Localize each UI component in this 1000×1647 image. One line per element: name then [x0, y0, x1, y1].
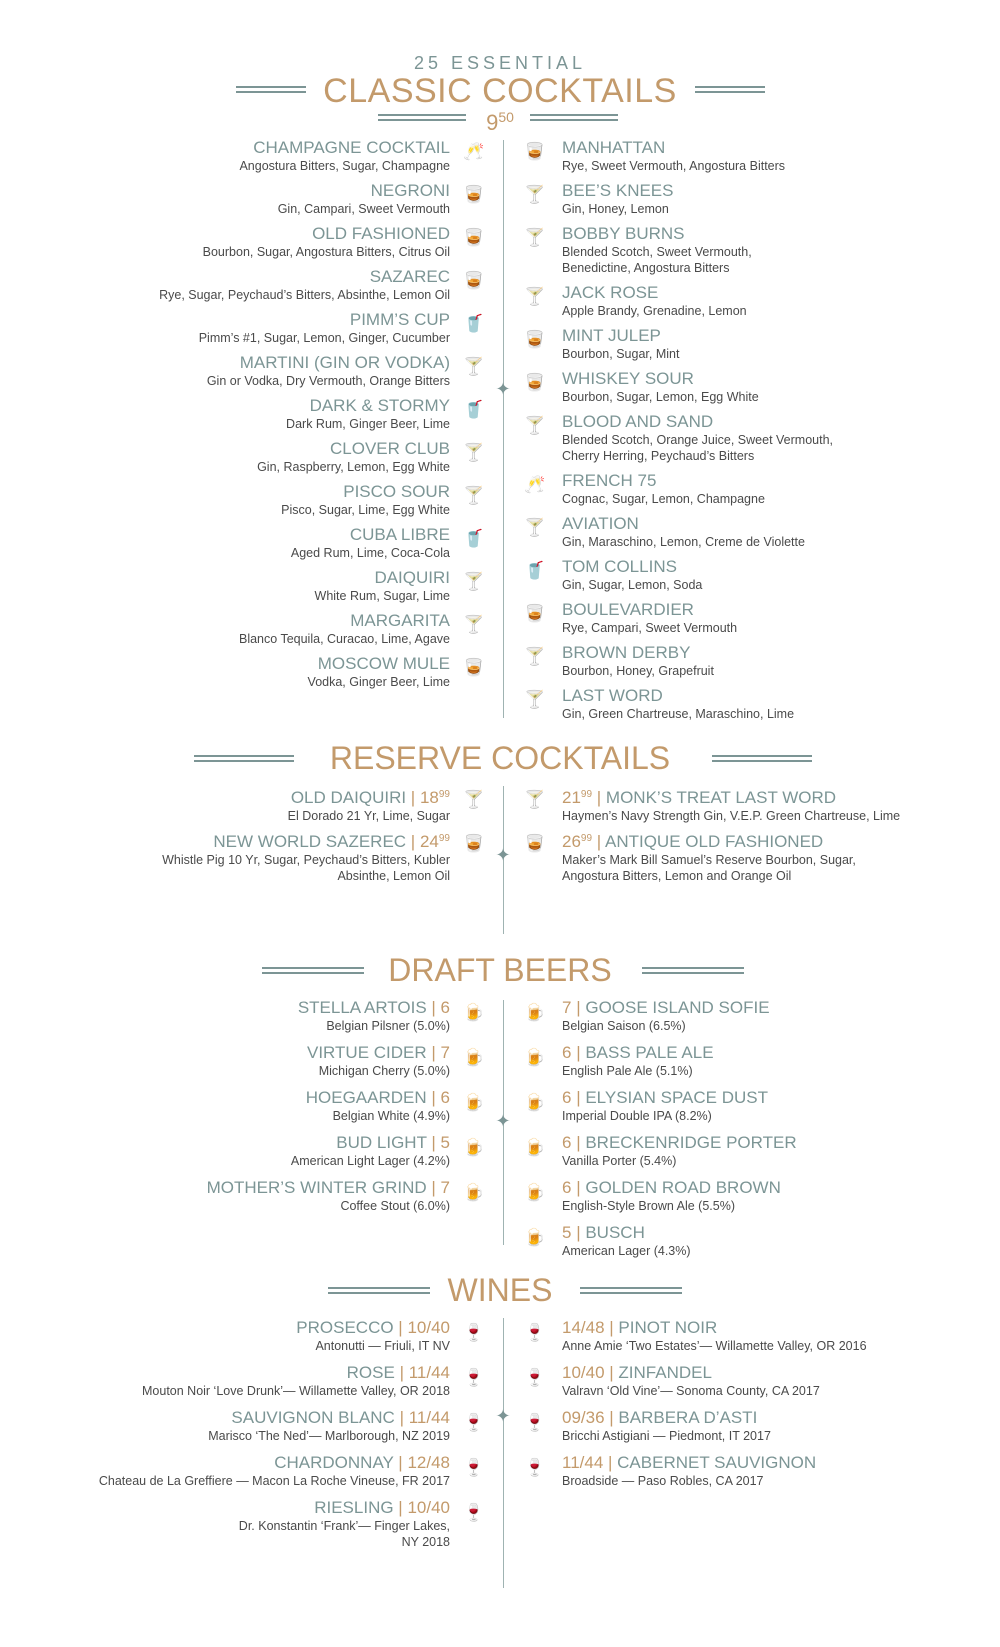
wine-name: ROSE [346, 1363, 395, 1382]
drink-name: MARTINI (GIN OR VODKA) [239, 353, 450, 372]
drink-desc: Gin, Honey, Lemon [562, 202, 669, 216]
wine-desc: Antonutti — Friuli, IT NV [315, 1339, 450, 1353]
list-item [0, 1363, 450, 1399]
beer-price: 7 [440, 1178, 450, 1197]
drink-name: DAIQUIRI [374, 568, 450, 587]
drink-desc: Gin, Raspberry, Lemon, Egg White [257, 460, 450, 474]
drink-name: OLD DAIQUIRI [290, 788, 407, 807]
list-item [0, 611, 450, 647]
beer-price: 6 [562, 1178, 572, 1197]
drink-name: FRENCH 75 [562, 471, 657, 490]
list-item [562, 181, 982, 217]
mug-icon: 🥃 [463, 658, 485, 677]
page-title: CLASSIC COCKTAILS [323, 72, 677, 110]
drink-desc: Bourbon, Sugar, Mint [562, 347, 680, 361]
wines-title: WINES [447, 1272, 553, 1308]
pint-glass-icon: 🍺 [463, 1093, 485, 1112]
drink-desc: Blended Scotch, Sweet Vermouth, [562, 245, 752, 259]
drink-name: PIMM’S CUP [349, 310, 450, 329]
price-separator: | [571, 1223, 586, 1242]
price-separator: | [406, 832, 420, 851]
wine-name: PINOT NOIR [618, 1318, 718, 1337]
list-item [0, 1088, 450, 1124]
beer-price: 6 [562, 1133, 572, 1152]
drink-desc: Absinthe, Lemon Oil [337, 869, 450, 883]
drink-desc: Gin, Green Chartreuse, Maraschino, Lime [562, 707, 795, 721]
drink-name: AVIATION [562, 514, 639, 533]
list-item [562, 829, 992, 884]
drink-name: MANHATTAN [562, 138, 666, 157]
beer-desc: American Light Lager (4.2%) [290, 1154, 450, 1168]
beer-name: BRECKENRIDGE PORTER [585, 1133, 797, 1152]
coupe-icon: 🍸 [524, 518, 546, 537]
classic-price [0, 109, 1000, 136]
beer-name: GOLDEN ROAD BROWN [585, 1178, 781, 1197]
price-dollars: 21 [562, 788, 581, 807]
wine-glass-icon: 🍷 [463, 1458, 485, 1477]
price-separator: | [426, 998, 441, 1017]
drink-name: MARGARITA [350, 611, 450, 630]
list-item [562, 1453, 982, 1489]
price-separator: | [394, 1363, 409, 1382]
pint-glass-icon: 🍺 [463, 1003, 485, 1022]
beer-name: BUD LIGHT [336, 1133, 427, 1152]
price-separator: | [393, 1453, 408, 1472]
flute-icon: 🥂 [524, 475, 546, 494]
drink-desc: Cognac, Sugar, Lemon, Champagne [562, 492, 765, 506]
beer-desc: Belgian White (4.9%) [332, 1109, 450, 1123]
drink-name: OLD FASHIONED [312, 224, 450, 243]
drink-name: WHISKEY SOUR [562, 369, 694, 388]
martini-glass-icon: 🍸 [463, 615, 485, 634]
drink-desc: Aged Rum, Lime, Coca-Cola [290, 546, 450, 560]
list-item [0, 439, 450, 475]
beer-price: 6 [440, 998, 450, 1017]
drink-name: BLOOD AND SAND [562, 412, 714, 431]
beer-name: BASS PALE ALE [585, 1043, 714, 1062]
header-rule-under-right [530, 114, 618, 121]
price-separator: | [592, 788, 606, 807]
price-separator: | [394, 1408, 409, 1427]
wine-desc: Broadside — Paso Robles, CA 2017 [562, 1474, 764, 1488]
list-item [0, 353, 450, 389]
pint-glass-icon: 🍺 [524, 1003, 546, 1022]
wine-name: CABERNET SAUVIGNON [617, 1453, 817, 1472]
coupe-icon: 🍸 [524, 790, 546, 809]
price-cents: 99 [438, 833, 450, 844]
drink-desc: Maker’s Mark Bill Samuel’s Reserve Bourbon, Sugar, [562, 853, 856, 867]
header-rule-right [695, 86, 765, 93]
wines-rule-right [580, 1287, 682, 1294]
drink-name: BEE’S KNEES [562, 181, 674, 200]
drink-name: NEW WORLD SAZEREC [213, 832, 407, 851]
list-item [562, 1408, 982, 1444]
wine-name: ZINFANDEL [618, 1363, 712, 1382]
drink-desc: White Rum, Sugar, Lime [314, 589, 450, 603]
list-item [0, 654, 450, 690]
pint-glass-icon: 🍺 [463, 1138, 485, 1157]
beer-desc: Belgian Saison (6.5%) [562, 1019, 686, 1033]
list-item [562, 686, 982, 722]
wine-price: 10/40 [407, 1498, 450, 1517]
beer-price: 5 [562, 1223, 572, 1242]
reserve-rule-left [194, 755, 294, 762]
list-item [0, 1498, 450, 1550]
drink-name: MINT JULEP [562, 326, 661, 345]
wine-glass-icon: 🍷 [463, 1323, 485, 1342]
collins-glass-icon: 🥤 [463, 400, 485, 419]
drink-name: MOSCOW MULE [317, 654, 450, 673]
list-item [0, 482, 450, 518]
price-separator: | [426, 1088, 441, 1107]
wine-price: 12/48 [407, 1453, 450, 1472]
rocks-glass-icon: 🥃 [463, 834, 485, 853]
beer-price: 6 [562, 1043, 572, 1062]
julep-cup-icon: 🥃 [524, 330, 546, 349]
wine-glass-icon: 🍷 [463, 1368, 485, 1387]
pint-glass-icon: 🍺 [524, 1093, 546, 1112]
price-cents: 99 [580, 833, 593, 844]
martini-glass-icon: 🍸 [463, 790, 485, 809]
drink-name: BOBBY BURNS [562, 224, 685, 243]
wine-glass-icon: 🍷 [463, 1503, 485, 1522]
pint-glass-icon: 🍺 [463, 1183, 485, 1202]
wine-desc: Chateau de La Greffiere — Macon La Roche Vineuse, FR 2017 [98, 1474, 450, 1488]
price-separator: | [393, 1318, 408, 1337]
list-item [562, 514, 982, 550]
beer-desc: Vanilla Porter (5.4%) [562, 1154, 677, 1168]
beer-desc: Belgian Pilsner (5.0%) [326, 1019, 450, 1033]
list-item [0, 138, 450, 174]
price-cents: 99 [580, 789, 593, 800]
price-separator: | [571, 998, 586, 1017]
beer-name: MOTHER’S WINTER GRIND [206, 1178, 427, 1197]
wine-desc: Bricchi Astigiani — Piedmont, IT 2017 [562, 1429, 771, 1443]
list-item [0, 568, 450, 604]
beer-name: ELYSIAN SPACE DUST [585, 1088, 768, 1107]
martini-glass-icon: 🍸 [463, 357, 485, 376]
price-dollars: 9 [486, 110, 499, 135]
coupe-icon: 🍸 [524, 690, 546, 709]
drink-desc: Angostura Bitters, Lemon and Orange Oil [562, 869, 792, 883]
wine-desc: Marisco ‘The Ned’— Marlborough, NZ 2019 [208, 1429, 450, 1443]
list-item [562, 369, 982, 405]
price-dollars: 18 [419, 788, 439, 807]
list-item [562, 471, 982, 507]
wine-price: 11/44 [408, 1408, 450, 1427]
flute-icon: 🥂 [463, 142, 485, 161]
coupe-icon: 🍸 [524, 416, 546, 435]
rocks-glass-icon: 🥃 [524, 604, 546, 623]
price-separator: | [604, 1363, 619, 1382]
list-item [562, 1223, 982, 1259]
beer-price: 7 [440, 1043, 450, 1062]
reserve-title: RESERVE COCKTAILS [329, 740, 671, 776]
drink-desc: Pimm’s #1, Sugar, Lemon, Ginger, Cucumber [198, 331, 450, 345]
pint-glass-icon: 🍺 [524, 1183, 546, 1202]
drink-desc: Blended Scotch, Orange Juice, Sweet Vermouth, [562, 433, 833, 447]
rocks-glass-icon: 🥃 [524, 834, 546, 853]
wine-glass-icon: 🍷 [524, 1413, 546, 1432]
drink-desc: Benedictine, Angostura Bitters [562, 261, 730, 275]
star-ornament: ✦ [495, 845, 511, 865]
beer-desc: Imperial Double IPA (8.2%) [562, 1109, 712, 1123]
beer-price: 6 [440, 1088, 450, 1107]
beer-desc: English Pale Ale (5.1%) [562, 1064, 693, 1078]
wine-price: 14/48 [562, 1318, 605, 1337]
list-item [562, 1178, 982, 1214]
drink-desc: Bourbon, Sugar, Angostura Bitters, Citrus Oil [202, 245, 450, 259]
list-item [0, 998, 450, 1034]
wine-price: 11/44 [562, 1453, 604, 1472]
list-item [562, 412, 982, 464]
drink-desc: Gin, Maraschino, Lemon, Creme de Violette [562, 535, 805, 549]
coupe-icon: 🍸 [524, 287, 546, 306]
highball-icon: 🥤 [463, 314, 485, 333]
wine-name: PROSECCO [296, 1318, 394, 1337]
list-item [562, 138, 982, 174]
wine-desc: NY 2018 [401, 1535, 450, 1549]
price-cents: 50 [498, 109, 514, 125]
drink-name: NEGRONI [370, 181, 450, 200]
drink-name: CUBA LIBRE [349, 525, 450, 544]
price-separator: | [571, 1088, 586, 1107]
header-rule-left [236, 86, 306, 93]
price-separator: | [571, 1043, 586, 1062]
list-item [0, 1133, 450, 1169]
price-separator: | [426, 1178, 441, 1197]
list-item [0, 1408, 450, 1444]
list-item [0, 181, 450, 217]
wine-desc: Valravn ‘Old Vine’— Sonoma County, CA 2017 [562, 1384, 820, 1398]
list-item [562, 283, 982, 319]
drink-name: BROWN DERBY [562, 643, 691, 662]
list-item [0, 1043, 450, 1079]
wine-name: BARBERA D’ASTI [618, 1408, 758, 1427]
price-dollars: 26 [562, 832, 581, 851]
list-item [0, 267, 450, 303]
wine-desc: Dr. Konstantin ‘Frank’— Finger Lakes, [238, 1519, 450, 1533]
wine-glass-icon: 🍷 [463, 1413, 485, 1432]
list-item [0, 525, 450, 561]
beer-desc: Michigan Cherry (5.0%) [318, 1064, 450, 1078]
beers-rule-left [262, 967, 364, 974]
coupe-icon: 🍸 [524, 185, 546, 204]
martini-glass-icon: 🍸 [463, 572, 485, 591]
wine-divider [503, 1318, 504, 1588]
wine-price: 10/40 [562, 1363, 605, 1382]
drink-name: CLOVER CLUB [330, 439, 450, 458]
wine-glass-icon: 🍷 [524, 1368, 546, 1387]
drink-desc: Angostura Bitters, Sugar, Champagne [239, 159, 450, 173]
drink-desc: El Dorado 21 Yr, Lime, Sugar [287, 809, 450, 823]
list-item [562, 224, 982, 276]
coupe-icon: 🍸 [463, 443, 485, 462]
drink-desc: Rye, Campari, Sweet Vermouth [562, 621, 738, 635]
list-item [0, 829, 450, 884]
rocks-glass-icon: 🥃 [524, 373, 546, 392]
drink-desc: Blanco Tequila, Curacao, Lime, Agave [238, 632, 450, 646]
list-item [562, 1363, 982, 1399]
drink-desc: Vodka, Ginger Beer, Lime [307, 675, 450, 689]
drink-desc: Gin, Campari, Sweet Vermouth [277, 202, 450, 216]
wine-desc: Anne Amie ‘Two Estates’— Willamette Valley, OR 2016 [562, 1339, 867, 1353]
drink-name: JACK ROSE [562, 283, 659, 302]
list-item [562, 1043, 982, 1079]
pint-glass-icon: 🍺 [463, 1048, 485, 1067]
list-item [562, 998, 982, 1034]
price-dollars: 24 [419, 832, 439, 851]
wine-name: RIESLING [314, 1498, 394, 1517]
beer-price: 5 [440, 1133, 450, 1152]
price-cents: 99 [438, 789, 450, 800]
reserve-rule-right [712, 755, 812, 762]
star-ornament: ✦ [495, 379, 511, 399]
drink-desc: Whistle Pig 10 Yr, Sugar, Peychaud’s Bitters, Kubler [162, 853, 450, 867]
list-item [562, 557, 982, 593]
drink-name: MONK’S TREAT LAST WORD [605, 788, 837, 807]
collins-glass-icon: 🥤 [524, 561, 546, 580]
coupe-icon: 🍸 [463, 486, 485, 505]
rocks-glass-icon: 🥃 [524, 142, 546, 161]
price-separator: | [426, 1133, 441, 1152]
drink-name: LAST WORD [562, 686, 663, 705]
wine-glass-icon: 🍷 [524, 1458, 546, 1477]
drink-name: ANTIQUE OLD FASHIONED [604, 832, 824, 851]
coupe-icon: 🍸 [524, 228, 546, 247]
wine-name: SAUVIGNON BLANC [231, 1408, 395, 1427]
drink-name: SAZAREC [369, 267, 450, 286]
drink-desc: Gin or Vodka, Dry Vermouth, Orange Bitters [206, 374, 450, 388]
beer-price: 6 [562, 1088, 572, 1107]
drink-desc: Haymen’s Navy Strength Gin, V.E.P. Green Chartreuse, Lime [562, 809, 901, 823]
star-ornament: ✦ [495, 1406, 511, 1426]
list-item [0, 310, 450, 346]
beer-name: HOEGAARDEN [305, 1088, 427, 1107]
price-separator: | [426, 1043, 441, 1062]
list-item [562, 1133, 982, 1169]
header-rule-under-left [378, 114, 466, 121]
list-item [562, 643, 982, 679]
price-separator: | [603, 1453, 618, 1472]
wine-desc: Mouton Noir ‘Love Drunk’— Willamette Valley, OR 2018 [142, 1384, 450, 1398]
drink-desc: Bourbon, Honey, Grapefruit [562, 664, 714, 678]
drink-desc: Rye, Sweet Vermouth, Angostura Bitters [562, 159, 786, 173]
classic-divider [503, 140, 504, 718]
beers-title: DRAFT BEERS [388, 952, 612, 988]
drink-desc: Rye, Sugar, Peychaud’s Bitters, Absinthe, Lemon Oil [159, 288, 450, 302]
list-item [0, 1453, 450, 1489]
wines-rule-left [328, 1287, 430, 1294]
wine-price: 09/36 [562, 1408, 605, 1427]
drink-desc: Cherry Herring, Peychaud’s Bitters [562, 449, 755, 463]
drink-name: TOM COLLINS [562, 557, 677, 576]
list-item [562, 1088, 982, 1124]
star-ornament: ✦ [495, 1111, 511, 1131]
pint-glass-icon: 🍺 [524, 1228, 546, 1247]
list-item [0, 224, 450, 260]
pint-glass-icon: 🍺 [524, 1138, 546, 1157]
collins-glass-icon: 🥤 [463, 529, 485, 548]
wine-name: CHARDONNAY [274, 1453, 394, 1472]
drink-desc: Dark Rum, Ginger Beer, Lime [286, 417, 450, 431]
drink-desc: Apple Brandy, Grenadine, Lemon [562, 304, 747, 318]
price-separator: | [406, 788, 420, 807]
rocks-glass-icon: 🥃 [463, 271, 485, 290]
list-item [0, 1318, 450, 1354]
list-item [562, 600, 982, 636]
drink-name: BOULEVARDIER [562, 600, 694, 619]
pint-glass-icon: 🍺 [524, 1048, 546, 1067]
list-item [562, 785, 992, 824]
drink-desc: Pisco, Sugar, Lime, Egg White [281, 503, 450, 517]
list-item [0, 785, 450, 824]
wine-price: 11/44 [408, 1363, 450, 1382]
beer-name: GOOSE ISLAND SOFIE [585, 998, 770, 1017]
beer-price: 7 [562, 998, 572, 1017]
list-item [0, 396, 450, 432]
beer-desc: American Lager (4.3%) [562, 1244, 691, 1258]
list-item [0, 1178, 450, 1214]
drink-name: CHAMPAGNE COCKTAIL [253, 138, 450, 157]
coupe-icon: 🍸 [524, 647, 546, 666]
price-separator: | [604, 1408, 619, 1427]
list-item [562, 1318, 982, 1354]
beer-name: VIRTUE CIDER [307, 1043, 427, 1062]
drink-name: PISCO SOUR [343, 482, 450, 501]
price-separator: | [592, 832, 605, 851]
price-separator: | [393, 1498, 408, 1517]
drink-name: DARK & STORMY [309, 396, 450, 415]
drink-desc: Gin, Sugar, Lemon, Soda [562, 578, 703, 592]
list-item [562, 326, 982, 362]
beers-rule-right [642, 967, 744, 974]
beer-desc: Coffee Stout (6.0%) [340, 1199, 450, 1213]
price-separator: | [571, 1178, 586, 1197]
drink-desc: Bourbon, Sugar, Lemon, Egg White [562, 390, 759, 404]
wine-glass-icon: 🍷 [524, 1323, 546, 1342]
price-separator: | [571, 1133, 586, 1152]
beer-desc: English-Style Brown Ale (5.5%) [562, 1199, 735, 1213]
wine-price: 10/40 [407, 1318, 450, 1337]
section-kicker: 25 ESSENTIAL [413, 53, 587, 73]
beer-name: STELLA ARTOIS [297, 998, 427, 1017]
rocks-glass-icon: 🥃 [463, 185, 485, 204]
rocks-glass-icon: 🥃 [463, 228, 485, 247]
price-separator: | [604, 1318, 619, 1337]
beer-name: BUSCH [585, 1223, 645, 1242]
